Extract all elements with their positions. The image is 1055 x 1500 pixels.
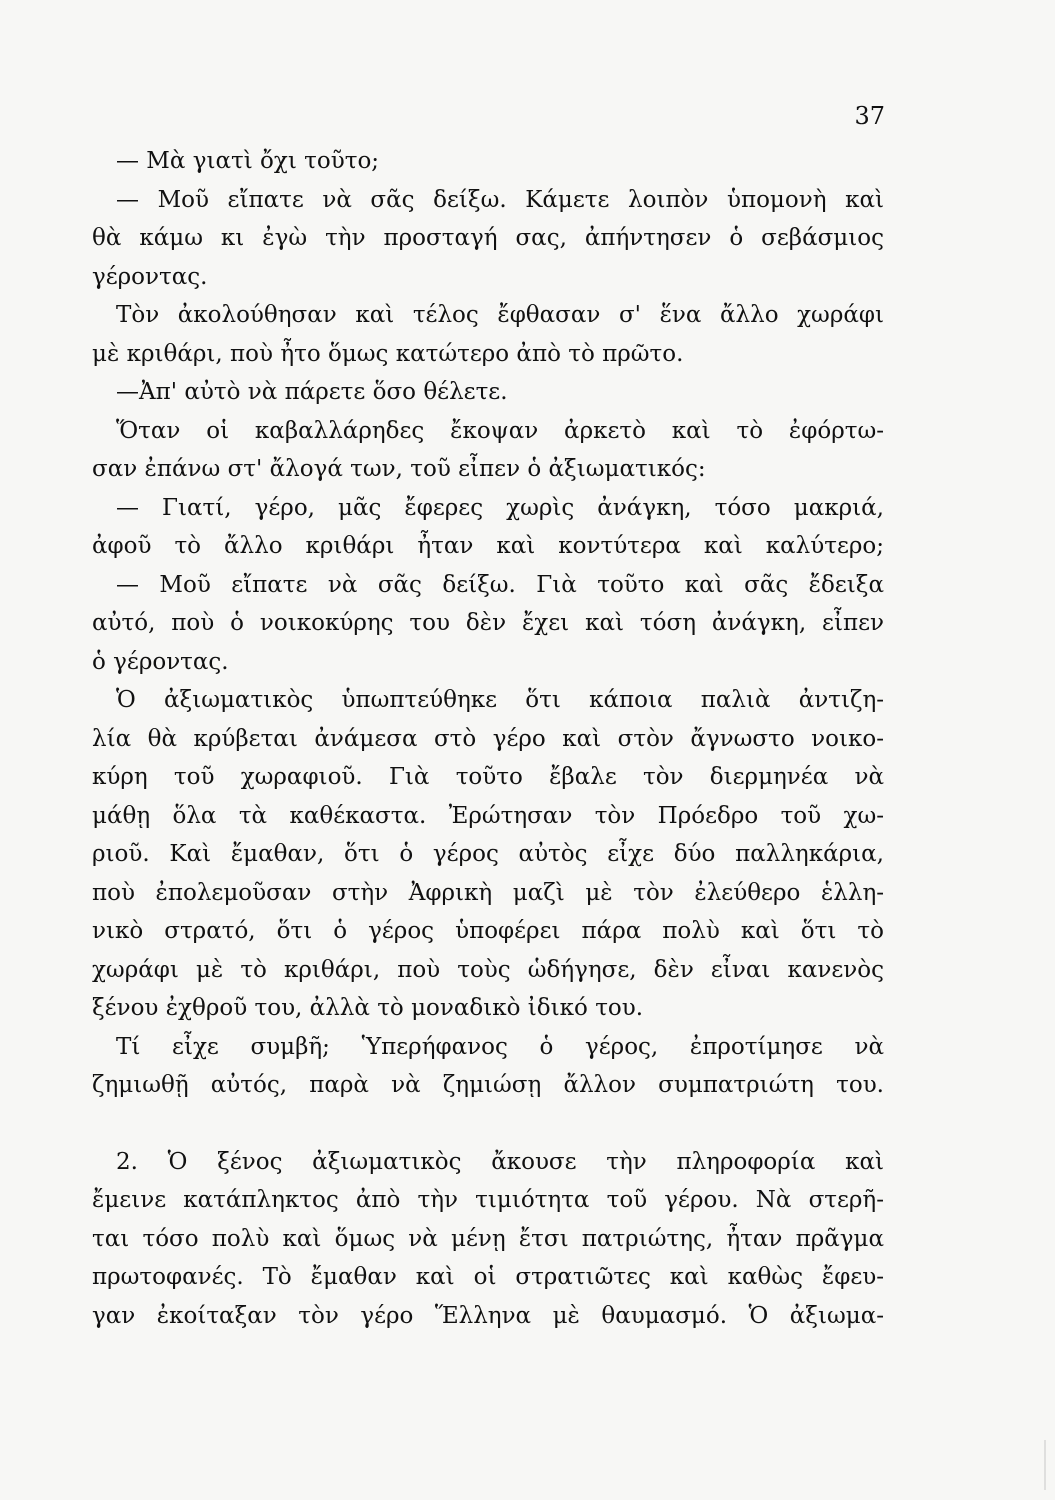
page-number: 37 <box>854 102 885 130</box>
section-gap <box>92 1105 884 1143</box>
text-line: — Μοῦ εἴπατε νὰ σᾶς δείξω. Κάμετε λοιπὸν ὑπομονὴ καὶ <box>116 186 884 213</box>
paragraph <box>92 1028 884 1105</box>
text-line: ται τόσο πολὺ καὶ ὅμως νὰ μένῃ ἔτσι πατριώτης, ἦταν πρᾶγμα <box>92 1225 884 1252</box>
text-line: Τὸν ἀκολούθησαν καὶ τέλος ἔφθασαν σ' ἕνα ἄλλο χωράφι <box>116 302 884 328</box>
text-line: πρωτοφανές. Τὸ ἔμαθαν καὶ οἱ στρατιῶτες καὶ καθὼς ἔφευ- <box>92 1264 884 1290</box>
text-line: 2. Ὁ ξένος ἀξιωματικὸς ἄκουσε τὴν πληροφορία καὶ <box>116 1148 884 1175</box>
text-line: μὲ κριθάρι, ποὺ ἦτο ὅμως κατώτερο ἀπὸ τὸ πρῶτο. <box>92 340 684 367</box>
text-line: ριοῦ. Καὶ ἔμαθαν, ὅτι ὁ γέρος αὐτὸς εἶχε δύο παλληκάρια, <box>92 841 884 867</box>
text-line: αὐτό, ποὺ ὁ νοικοκύρης του δὲν ἔχει καὶ τόση ἀνάγκη, εἶπεν <box>92 610 884 636</box>
text-line: γέροντας. <box>92 263 208 290</box>
text-line: ἔμεινε κατάπληκτος ἀπὸ τὴν τιμιότητα τοῦ γέρου. Νὰ στερῆ- <box>92 1187 884 1213</box>
text-line: κύρη τοῦ χωραφιοῦ. Γιὰ τοῦτο ἔβαλε τὸν διερμηνέα νὰ <box>92 764 884 790</box>
text-line: — Μὰ γιατὶ ὄχι τοῦτο; <box>116 148 380 174</box>
paragraph <box>92 296 884 373</box>
text-line: σαν ἐπάνω στ' ἄλογά των, τοῦ εἶπεν ὁ ἀξιωματικός: <box>92 456 706 482</box>
paragraph <box>92 373 884 412</box>
text-line: λία θὰ κρύβεται ἀνάμεσα στὸ γέρο καὶ στὸν ἄγνωστο νοικο- <box>92 725 884 752</box>
text-line: ποὺ ἐπολεμοῦσαν στὴν Ἀφρικὴ μαζὶ μὲ τὸν ἐλεύθερο ἑλλη- <box>92 879 884 906</box>
text-line: θὰ κάμω κι ἐγὼ τὴν προσταγή σας, ἀπήντησεν ὁ σεβάσμιος <box>92 225 884 251</box>
paragraph <box>92 412 884 489</box>
text-line: Ὁ ἀξιωματικὸς ὑπωπτεύθηκε ὅτι κάποια παλιὰ ἀντιζη- <box>116 687 884 713</box>
text-line: γαν ἐκοίταξαν τὸν γέρο Ἕλληνα μὲ θαυμασμό. Ὁ ἀξιωμα- <box>92 1302 884 1329</box>
text-line: Τί εἶχε συμβῆ; Ὑπερήφανος ὁ γέρος, ἐπροτίμησε νὰ <box>116 1033 884 1060</box>
text-line: —Ἀπ' αὐτὸ νὰ πάρετε ὅσο θέλετε. <box>116 379 508 405</box>
text-line: μάθῃ ὅλα τὰ καθέκαστα. Ἐρώτησαν τὸν Πρόεδρο τοῦ χω- <box>92 802 884 829</box>
paragraph <box>92 681 884 1028</box>
text-line: ὁ γέροντας. <box>92 648 229 675</box>
paragraph <box>92 1143 884 1336</box>
body-text <box>92 142 884 1335</box>
text-line: ξένου ἐχθροῦ του, ἀλλὰ τὸ μοναδικὸ ἰδικό του. <box>92 995 644 1021</box>
paragraph <box>92 181 884 297</box>
text-line: — Μοῦ εἴπατε νὰ σᾶς δείξω. Γιὰ τοῦτο καὶ σᾶς ἔδειξα <box>116 571 884 598</box>
text-line: — Γιατί, γέρο, μᾶς ἔφερες χωρὶς ἀνάγκη, τόσο μακριά, <box>116 494 884 521</box>
text-line: ἀφοῦ τὸ ἄλλο κριθάρι ἦταν καὶ κοντύτερα καὶ καλύτερο; <box>92 533 884 559</box>
scan-edge-mark <box>1044 1440 1046 1490</box>
text-line: χωράφι μὲ τὸ κριθάρι, ποὺ τοὺς ὡδήγησε, δὲν εἶναι κανενὸς <box>92 956 884 983</box>
text-line: ζημιωθῇ αὐτός, παρὰ νὰ ζημιώσῃ ἄλλον συμπατριώτη του. <box>92 1072 884 1098</box>
text-line: Ὅταν οἱ καβαλλάρηδες ἔκοψαν ἀρκετὸ καὶ τὸ ἐφόρτω- <box>116 417 884 444</box>
paragraph <box>92 142 884 181</box>
text-line: νικὸ στρατό, ὅτι ὁ γέρος ὑποφέρει πάρα πολὺ καὶ ὅτι τὸ <box>92 918 884 944</box>
paragraph <box>92 566 884 682</box>
paragraph <box>92 489 884 566</box>
